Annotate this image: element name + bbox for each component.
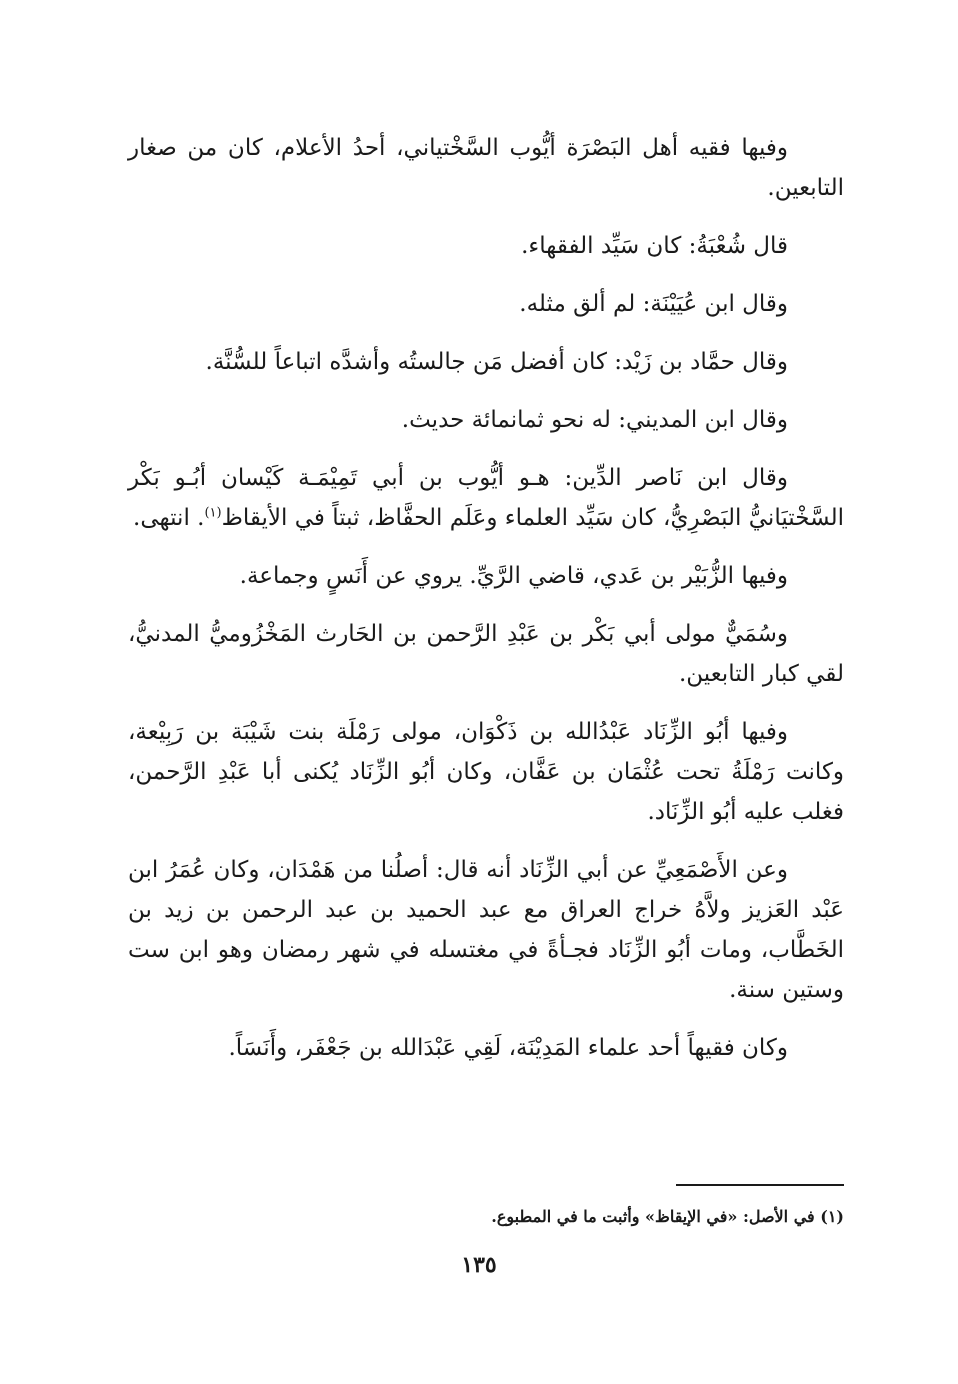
paragraph-nasir [128,458,844,538]
footnote: (١) في الأصل: «في الإيقاظ» وأثبت ما في المطبوع. [491,1207,844,1226]
paragraph-hammad: وقال حمَّاد بن زَيْد: كان أفضل مَن جالستُه وأشدَّه اتباعاً للسُّنَّة. [205,349,788,375]
paragraph-nasir-text: وقال ابن نَاصر الدِّين: هـو أيُّوب بن أبي تَمِيْمَـة كَيْسان أبُـو بَكْر السَّخْتيَانيُّ البَصْرِيُّ، كان سَيِّد العلماء وعَلَم الحفَّاظ، ثبتاً في الأيقاظ [128,465,844,531]
footnote-separator [676,1184,844,1186]
page-number: ١٣٥ [461,1252,497,1278]
paragraph-faqih: وكان فقيهاً أحد علماء المَدِيْنَة، لَقِي عَبْدَالله بن جَعْفَر، وأَنَسَاً. [228,1035,788,1061]
paragraph-shuba: قال شُعْبَةُ: كان سَيِّد الفقهاء. [521,233,788,259]
paragraph-abu-zinad: وفيها أبُو الزِّنَاد عَبْدُالله بن ذَكْوَان، مولى رَمْلَة بنت شَيْبَة بن رَبِيْعة، وكانت رَمْلَةُ تحت عُثْمَان بن عَفَّان، وكان أبُو الزِّنَاد يُكنى أبا عَبْدِ الرَّحمن، فغلب عليه أبُو الزِّنَاد. [128,719,844,825]
paragraph-nasir-end: . انتهى. [133,505,205,531]
paragraph-madini: وقال ابن المديني: له نحو ثمانمائة حديث. [401,407,788,433]
paragraph-sumay: وسُمَيٌّ مولى أبي بَكْر بن عَبْدِ الرَّحمن بن الحَارث المَخْزُوميُّ المدنيُّ، لقي كبار التابعين. [128,621,844,687]
footnote-marker: (١) [204,505,222,521]
paragraph-asmai: وعن الأَصْمَعِيِّ عن أبي الزِّنَاد أنه قال: أصلُنا من هَمْدَان، وكان عُمَرُ ابن عَبْد العَزيز ولاَّهُ خراج العراق مع عبد الحميد بن عبد الرحمن بن زيد بن الخَطَّاب، ومات أبُو الزِّنَاد فجـأةً في مغتسله في شهر رمضان وهو ابن ست وستين سنة. [128,857,844,1003]
paragraph-ayyub: وفيها فقيه أهل البَصْرَة أيُّوب السَّخْتياني، أحدُ الأعلام، كان من صغار التابعين. [128,135,844,201]
paragraph-uyayna: وقال ابن عُيَيْنَة: لم ألق مثله. [519,291,788,317]
main-text [128,128,844,1086]
paragraph-zubayr: وفيها الزُّبَيْر بن عَدي، قاضي الرَّيِّ. يروي عن أَنَسٍ وجماعة. [239,563,788,589]
